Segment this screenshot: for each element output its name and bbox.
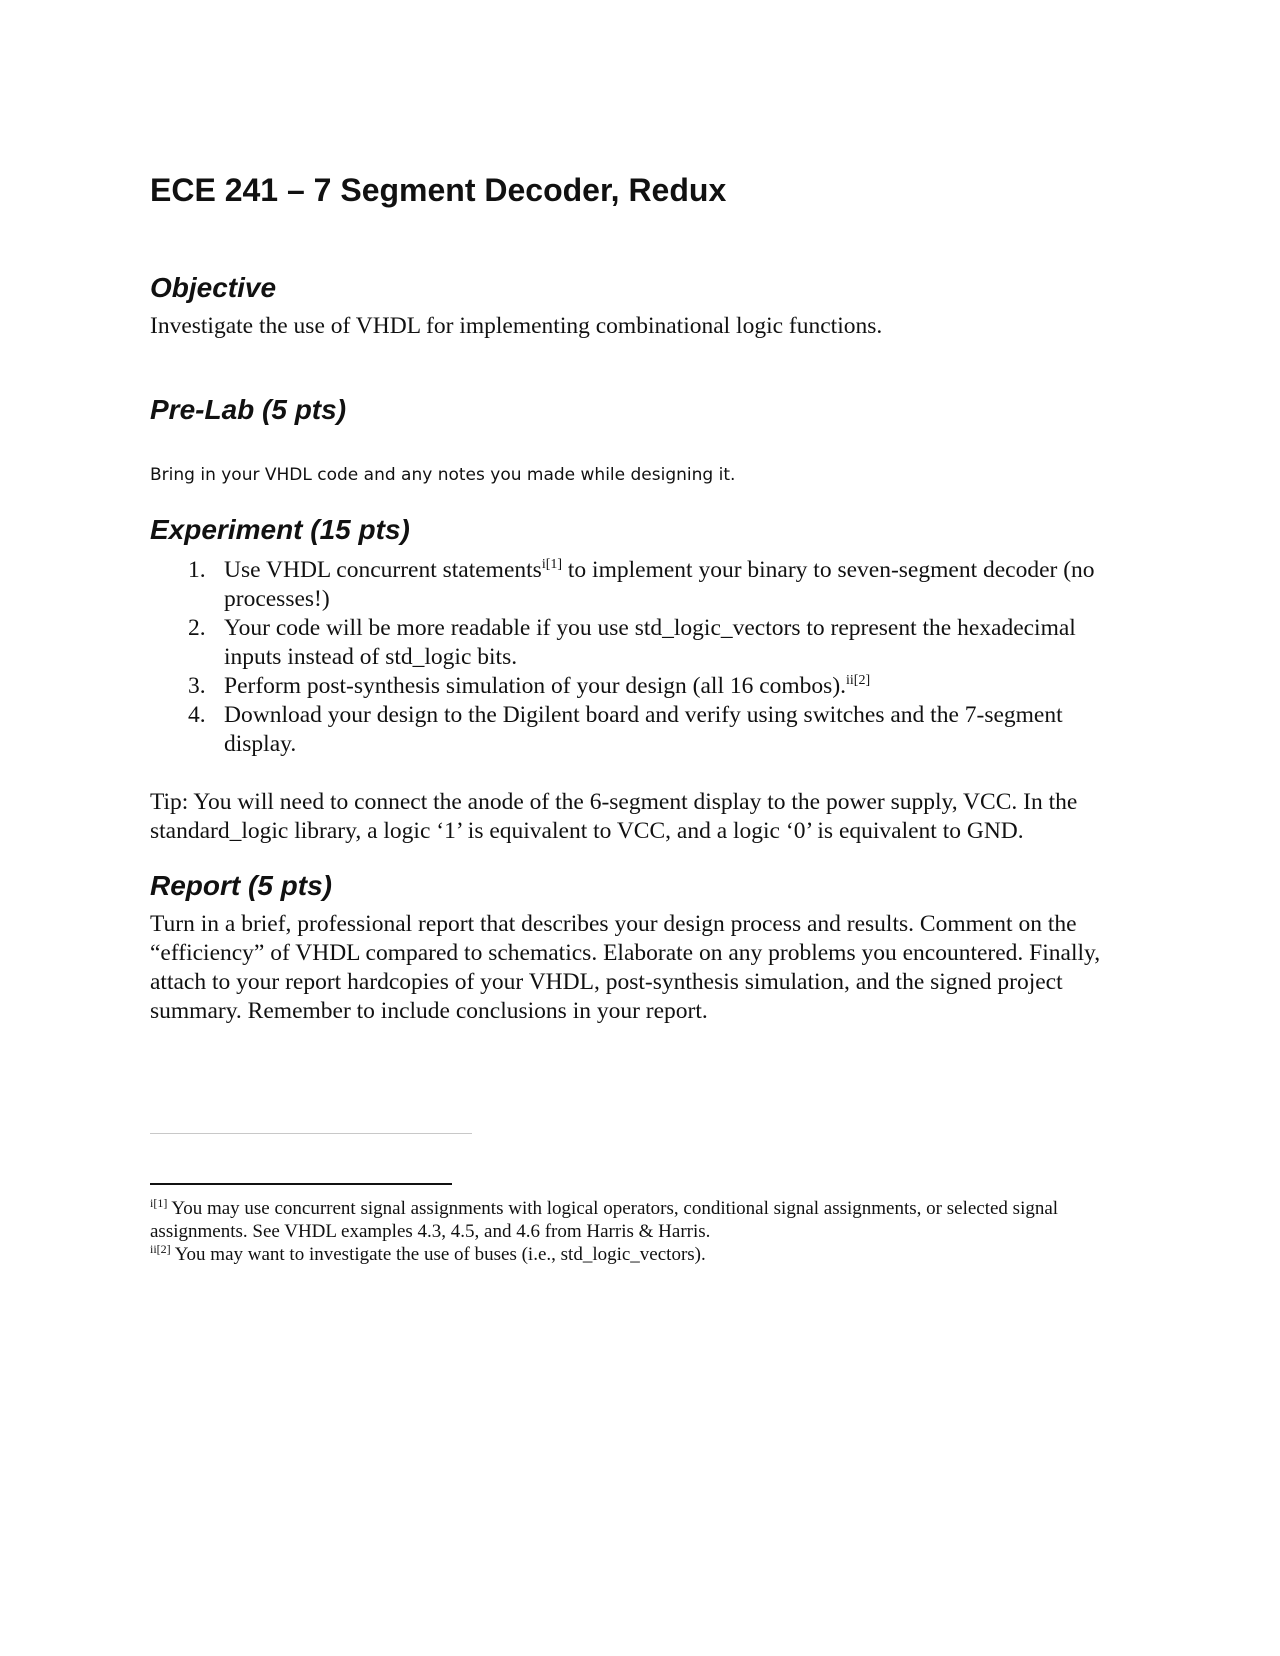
tip-paragraph: Tip: You will need to connect the anode of the 6-segment display to the power supply, VCC. In the standard_logic library, a logic ‘1’ is equivalent to VCC, and a logic ‘0’ is equivalent to GND.: [150, 789, 1078, 844]
prelab-text: Bring in your VHDL code and any notes you made while designing it.: [150, 465, 736, 485]
list-item: [150, 556, 1125, 614]
list-item-text-cont: to implement your binary to seven-segment decoder (no processes!): [224, 557, 1095, 612]
list-item: [150, 614, 1125, 672]
footnote-ref-2[interactable]: ii[2]: [846, 673, 871, 688]
list-item-number: 4.: [188, 702, 206, 728]
report-heading: Report (5 pts): [150, 870, 332, 901]
footnote-2: [150, 1243, 1110, 1266]
experiment-list: [150, 556, 1125, 759]
footnotes: [150, 1197, 1110, 1266]
footnote-marker-2[interactable]: ii[2]: [150, 1242, 171, 1256]
objective-heading: Objective: [150, 272, 277, 303]
list-item: [150, 672, 1125, 701]
list-item-text: Your code will be more readable if you use std_logic_vectors to represent the hexadecimal inputs instead of std_logic bits.: [224, 615, 1076, 670]
list-item-number: 2.: [188, 615, 206, 641]
footnote-marker-1[interactable]: i[1]: [150, 1196, 168, 1210]
objective-text: Investigate the use of VHDL for implementing combinational logic functions.: [150, 313, 883, 339]
list-item-text: Download your design to the Digilent board and verify using switches and the 7-segment display.: [224, 702, 1063, 757]
footnote-divider: [150, 1183, 452, 1185]
report-text: Turn in a brief, professional report that describes your design process and results. Comment on the “efficiency” of VHDL compared to schematics. Elaborate on any problems you encountered. Finally, attach to your report hardcopies of your VHDL, post-synthesis simulation, and the signed project summary. Remember to include conclusions in your report.: [150, 911, 1101, 1024]
list-item-number: 1.: [188, 557, 206, 583]
footnote-text-2: You may want to investigate the use of buses (i.e., std_logic_vectors).: [170, 1244, 706, 1265]
list-item-text: Perform post-synthesis simulation of your design (all 16 combos).: [224, 673, 847, 699]
list-item-number: 3.: [188, 673, 206, 699]
light-divider: [150, 1133, 472, 1134]
footnote-ref-1[interactable]: i[1]: [541, 557, 563, 572]
prelab-heading: Pre-Lab (5 pts): [150, 394, 347, 425]
footnote-text-1: You may use concurrent signal assignments with logical operators, conditional signal assignments, or selected signal assignments. See VHDL examples 4.3, 4.5, and 4.6 from Harris & Harris.: [150, 1198, 1059, 1242]
experiment-heading: Experiment (15 pts): [150, 514, 410, 545]
page-title: ECE 241 – 7 Segment Decoder, Redux: [150, 172, 727, 208]
footnote-1: [150, 1197, 1110, 1243]
list-item: [150, 701, 1125, 759]
list-item-text: Use VHDL concurrent statements: [224, 557, 542, 583]
